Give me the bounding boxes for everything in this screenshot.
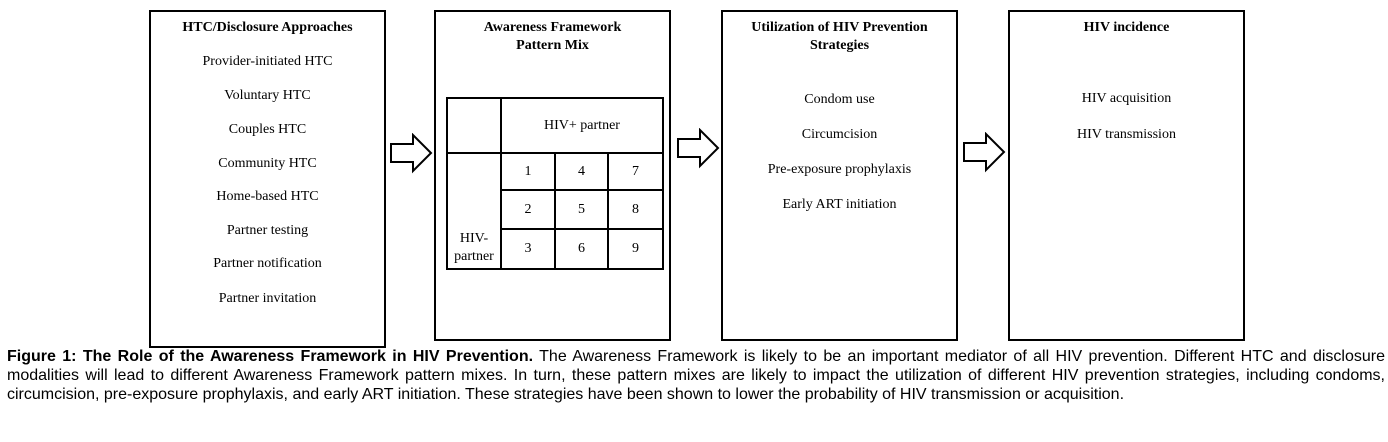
- htc-item-home-based: Home-based HTC: [216, 189, 319, 204]
- grid-cell: 5: [555, 190, 608, 229]
- hiv-incidence-box: [1008, 10, 1245, 341]
- grid-row-header: [447, 153, 501, 269]
- outcome-hiv-acquisition: HIV acquisition: [1081, 91, 1172, 106]
- strategy-condom-use: Condom use: [804, 92, 875, 107]
- grid-cell: 3: [501, 229, 555, 269]
- grid-row-header-line2: partner: [454, 249, 494, 264]
- grid-cell: 9: [608, 229, 663, 269]
- grid-row-header-line1: HIV-: [459, 231, 489, 246]
- awareness-framework-title-line2: Pattern Mix: [516, 38, 589, 53]
- htc-approaches-box: [149, 10, 386, 348]
- grid-col-header: HIV+ partner: [501, 98, 663, 153]
- htc-item-community: Community HTC: [218, 156, 317, 171]
- grid-cell: 2: [501, 190, 555, 229]
- htc-item-voluntary: Voluntary HTC: [224, 88, 311, 103]
- awareness-pattern-grid: [446, 97, 664, 270]
- figure-caption-text: The Awareness Framework is likely to be an important mediator of all HIV prevention. Different HTC and disclosure modalities will lead to different Awareness Framework pattern mixes. In turn, these pattern mixes are likely to impact the utilization of different HIV prevention strategies, including condoms, circumcision, pre-exposure prophylaxis, and early ART initiation. These strategies have been shown to lower the probability of HIV transmission or acquisition.: [7, 348, 1385, 403]
- utilization-title-line1: Utilization of HIV Prevention: [751, 20, 928, 35]
- htc-approaches-title: HTC/Disclosure Approaches: [182, 20, 353, 35]
- figure-caption-title: Figure 1: The Role of the Awareness Framework in HIV Prevention.: [7, 348, 534, 365]
- arrow-right-icon: [389, 133, 435, 175]
- utilization-title-line2: Strategies: [809, 38, 870, 53]
- grid-corner-cell: [447, 98, 501, 153]
- htc-item-provider-initiated: Provider-initiated HTC: [202, 54, 333, 69]
- grid-cell: 7: [608, 153, 663, 190]
- htc-item-partner-testing: Partner testing: [226, 223, 309, 238]
- awareness-framework-title-line1: Awareness Framework: [483, 20, 622, 35]
- arrow-right-icon: [962, 132, 1008, 174]
- grid-cell: 4: [555, 153, 608, 190]
- htc-item-partner-notification: Partner notification: [213, 256, 322, 271]
- hiv-incidence-title: HIV incidence: [1083, 20, 1170, 35]
- figure-caption: [7, 347, 1385, 404]
- outcome-hiv-transmission: HIV transmission: [1077, 127, 1176, 142]
- grid-cell: 6: [555, 229, 608, 269]
- grid-cell: 1: [501, 153, 555, 190]
- strategy-circumcision: Circumcision: [801, 127, 878, 142]
- arrow-right-icon: [676, 128, 722, 170]
- grid-cell: 8: [608, 190, 663, 229]
- htc-item-partner-invitation: Partner invitation: [218, 291, 317, 306]
- strategy-early-art: Early ART initiation: [782, 197, 897, 212]
- strategy-prep: Pre-exposure prophylaxis: [767, 162, 912, 177]
- htc-item-couples: Couples HTC: [228, 122, 307, 137]
- utilization-strategies-box: [721, 10, 958, 341]
- awareness-framework-box: [434, 10, 671, 341]
